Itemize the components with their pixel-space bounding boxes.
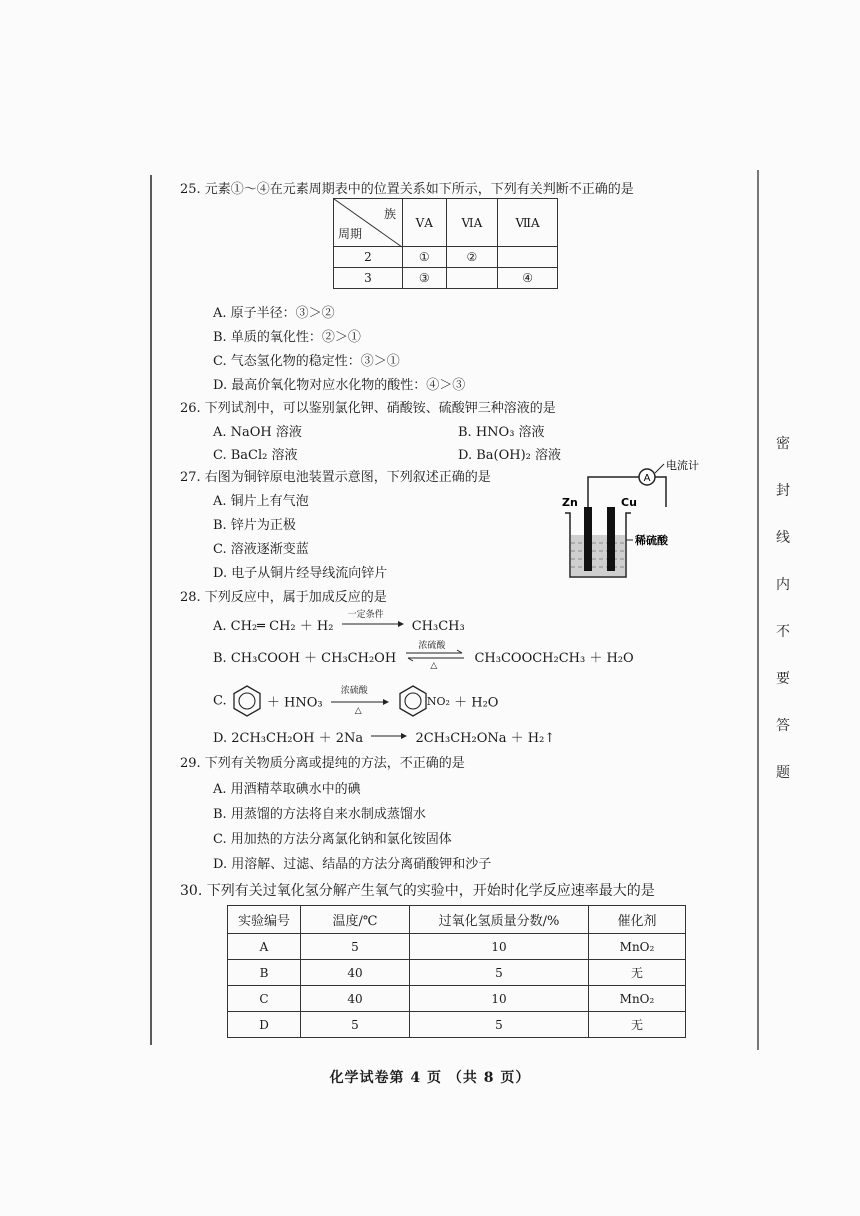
reaction-arrow <box>342 610 404 630</box>
q29-stem: 29. 下列有关物质分离或提纯的方法，不正确的是 <box>180 756 465 771</box>
ammeter-symbol: A <box>643 473 651 484</box>
option-label: C. <box>213 693 227 709</box>
q29-option-b: B. 用蒸馏的方法将自来水制成蒸馏水 <box>213 807 426 822</box>
table-cell: D <box>228 1012 301 1038</box>
table-row <box>334 268 558 289</box>
header-period: 周期 <box>338 227 363 241</box>
table-cell: 5 <box>301 1012 410 1038</box>
copper-plate <box>607 507 615 571</box>
element-cell: ① <box>403 247 447 268</box>
seal-char: 题 <box>776 765 790 781</box>
nitrobenzene-ring-icon <box>397 684 429 718</box>
q30-stem: 30. 下列有关过氧化氢分解产生氧气的实验中，开始时化学反应速率最大的是 <box>180 883 655 899</box>
zn-label: Zn <box>562 496 578 509</box>
seal-char: 线 <box>776 530 790 546</box>
table-cell: 40 <box>301 960 410 986</box>
seal-char: 要 <box>776 671 790 687</box>
column-header: 催化剂 <box>589 906 686 934</box>
condition-top: 一定条件 <box>347 610 384 620</box>
q27-stem: 27. 右图为铜锌原电池装置示意图，下列叙述正确的是 <box>180 470 491 485</box>
table-row <box>228 986 686 1012</box>
table-row <box>228 1012 686 1038</box>
element-cell: ④ <box>498 268 558 289</box>
option-label: A. <box>213 619 227 634</box>
q25-stem: 25. 元素①～④在元素周期表中的位置关系如下所示，下列有关判断不正确的是 <box>180 182 634 197</box>
header-group: 族 <box>383 207 396 221</box>
reactants: 2CH₃CH₂OH ＋ 2Na <box>231 731 364 746</box>
q26-stem: 26. 下列试剂中，可以鉴别氯化钾、硝酸铵、硫酸钾三种溶液的是 <box>180 401 556 416</box>
table-cell: 10 <box>410 986 589 1012</box>
q25-option-d: D. 最高价氧化物对应水化物的酸性：④＞③ <box>213 378 466 393</box>
left-margin-rule <box>150 175 152 1045</box>
option-label: B. <box>213 651 227 666</box>
condition-top: 浓硫酸 <box>340 686 368 696</box>
group-header: ⅥA <box>446 199 498 247</box>
element-cell: ③ <box>403 268 447 289</box>
period-cell: 2 <box>334 247 403 268</box>
table-cell: 5 <box>410 1012 589 1038</box>
condition-bottom: △ <box>430 661 438 671</box>
table-cell: B <box>228 960 301 986</box>
cu-label: Cu <box>621 496 637 509</box>
condition-top: 浓硫酸 <box>418 641 446 651</box>
q27-option-b: B. 锌片为正极 <box>213 518 296 533</box>
q25-option-b: B. 单质的氧化性：②＞① <box>213 330 361 345</box>
table-header-row <box>228 906 686 934</box>
table-cell: 5 <box>301 934 410 960</box>
q26-option-b: B. HNO₃ 溶液 <box>458 425 545 440</box>
products: CH₃CH₃ <box>411 619 465 634</box>
q25-option-c: C. 气态氢化物的稳定性：③＞① <box>213 354 400 369</box>
period-cell: 3 <box>334 268 403 289</box>
q29-option-a: A. 用酒精萃取碘水中的碘 <box>213 782 361 797</box>
q29-option-d: D. 用溶解、过滤、结晶的方法分离硝酸钾和沙子 <box>213 857 492 872</box>
table-cell: 无 <box>589 960 686 986</box>
q28-option-c <box>213 684 498 718</box>
seal-char: 不 <box>776 624 790 640</box>
table-cell: MnO₂ <box>589 986 686 1012</box>
seal-char: 内 <box>776 577 790 593</box>
element-cell <box>446 268 498 289</box>
products: ＋ H₂O <box>454 695 499 711</box>
nitro-group: NO₂ <box>426 694 450 708</box>
zinc-plate <box>584 507 592 571</box>
table-corner-cell <box>334 199 403 247</box>
option-label: D. <box>213 731 228 746</box>
table-cell: 40 <box>301 986 410 1012</box>
q30-experiment-table <box>227 905 686 1038</box>
seal-char: 答 <box>776 718 790 734</box>
table-row <box>228 960 686 986</box>
q27-option-a: A. 铜片上有气泡 <box>213 494 309 509</box>
table-row <box>228 934 686 960</box>
table-cell: C <box>228 986 301 1012</box>
condition-bottom: △ <box>354 706 362 716</box>
element-cell <box>498 247 558 268</box>
acid-solution <box>571 535 625 576</box>
page-footer: 化学试卷第 4 页 （共 8 页） <box>329 1070 531 1086</box>
q29-option-c: C. 用加热的方法分离氯化钠和氯化铵固体 <box>213 832 452 847</box>
benzene-ring-icon <box>231 684 263 718</box>
meter-label: 电流计 <box>666 459 699 472</box>
q28-option-d <box>213 727 555 746</box>
q27-option-d: D. 电子从铜片经导线流向锌片 <box>213 566 388 581</box>
column-header: 实验编号 <box>228 906 301 934</box>
q26-option-a: A. NaOH 溶液 <box>213 425 302 440</box>
acid-label: 稀硫酸 <box>635 534 668 547</box>
reversible-arrow <box>404 641 466 671</box>
group-header: ⅦA <box>498 199 558 247</box>
q25-option-a: A. 原子半径：③＞② <box>213 306 335 321</box>
q25-periodic-table <box>333 198 558 289</box>
q27-option-c: C. 溶液逐渐变蓝 <box>213 542 309 557</box>
table-cell: 5 <box>410 960 589 986</box>
seal-line-rule <box>757 170 759 1050</box>
q28-option-b <box>213 641 634 671</box>
q26-option-d: D. Ba(OH)₂ 溶液 <box>458 448 562 463</box>
products: 2CH₃CH₂ONa ＋ H₂↑ <box>415 731 556 746</box>
table-cell: A <box>228 934 301 960</box>
group-header: ⅤA <box>403 199 447 247</box>
products: CH₃COOCH₂CH₃ ＋ H₂O <box>474 651 634 666</box>
q28-stem: 28. 下列反应中，属于加成反应的是 <box>180 590 387 605</box>
seal-char: 封 <box>776 483 790 499</box>
q26-option-c: C. BaCl₂ 溶液 <box>213 448 298 463</box>
element-cell: ② <box>446 247 498 268</box>
reaction-arrow <box>331 686 389 716</box>
galvanic-cell-diagram <box>555 455 699 585</box>
seal-char: 密 <box>776 436 790 452</box>
table-cell: 10 <box>410 934 589 960</box>
table-row <box>334 247 558 268</box>
column-header: 温度/℃ <box>301 906 410 934</box>
q28-option-a <box>213 610 465 634</box>
reaction-arrow <box>371 728 407 742</box>
reactants: CH₂═ CH₂ ＋ H₂ <box>230 619 334 634</box>
reactants: CH₃COOH ＋ CH₃CH₂OH <box>230 651 397 666</box>
table-cell: MnO₂ <box>589 934 686 960</box>
column-header: 过氧化氢质量分数/% <box>410 906 589 934</box>
table-cell: 无 <box>589 1012 686 1038</box>
reactants: ＋ HNO₃ <box>266 695 323 711</box>
